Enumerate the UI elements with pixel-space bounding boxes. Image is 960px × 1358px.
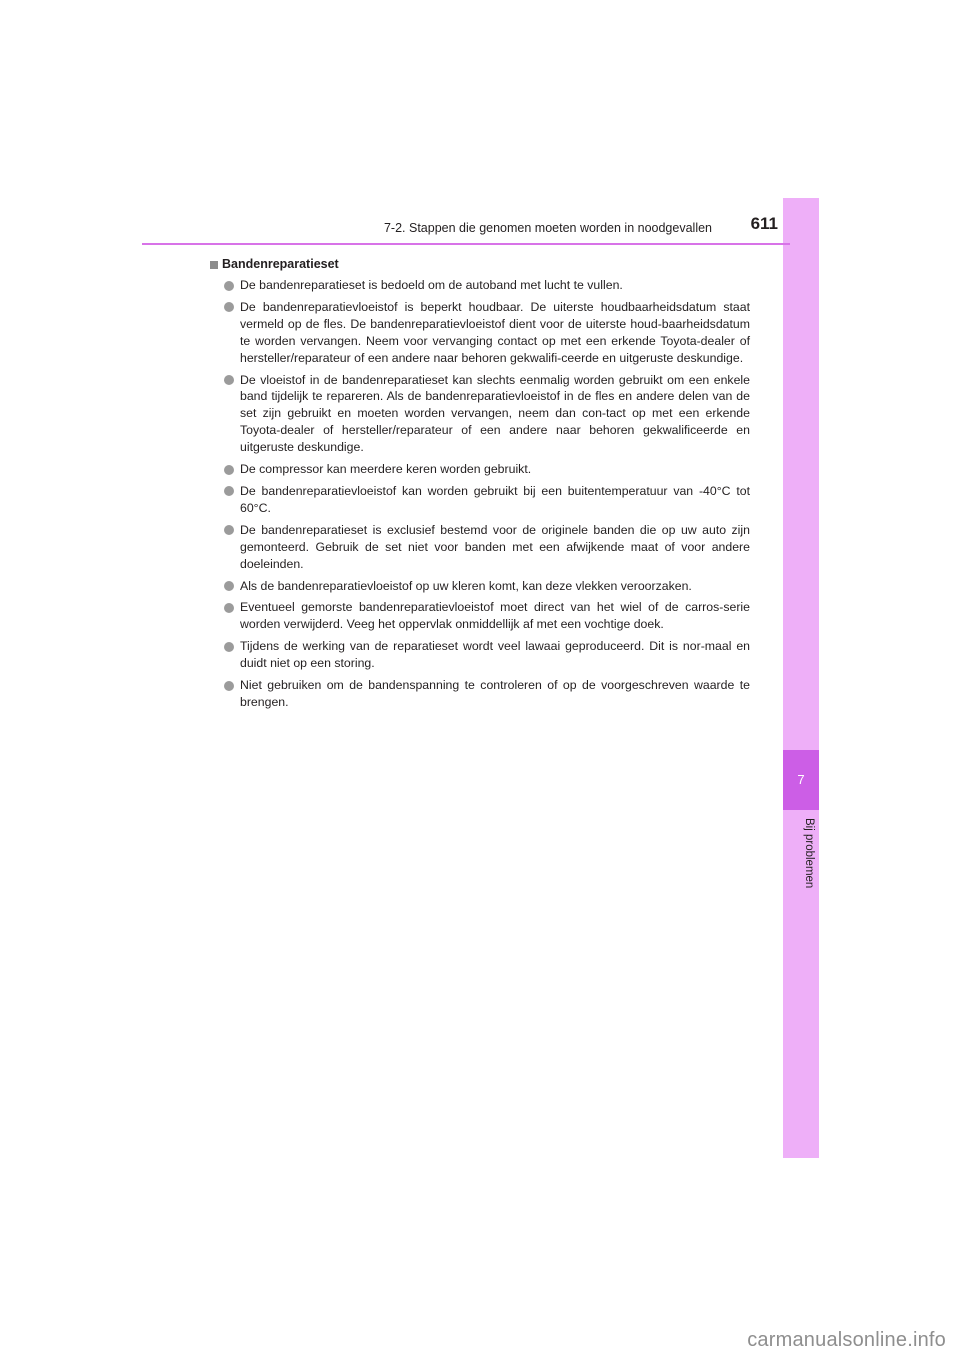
list-item-text: Tijdens de werking van de reparatieset wordt veel lawaai geproduceerd. Dit is nor-maal en duidt niet op een storing. xyxy=(240,639,750,671)
list-item xyxy=(210,677,750,711)
list-item xyxy=(210,522,750,573)
square-bullet-icon xyxy=(210,261,218,269)
section-heading-text: Bandenreparatieset xyxy=(222,257,339,271)
page-number: 611 xyxy=(750,214,778,233)
list-item xyxy=(210,277,750,294)
list-item xyxy=(210,299,750,367)
page-header xyxy=(142,212,790,246)
list-item-text: De bandenreparatievloeistof kan worden gebruikt bij een buitentemperatuur van -40°C tot 60°C. xyxy=(240,483,750,515)
list-item-text: De bandenreparatievloeistof is beperkt houdbaar. De uiterste houdbaarheidsdatum staat vermeld op de fles. De bandenreparatievloeistof dient voor de uiterste houd-baarheidsdatum te worden vervangen. Neem voor vervanging contact op met een erkende Toyota-dealer of hersteller/reparateur of een andere naar behoren gekwalifi-ceerde en uitgeruste deskundige. xyxy=(240,299,750,365)
circle-bullet-icon xyxy=(224,681,234,691)
list-item xyxy=(210,599,750,633)
list-item-text: De compressor kan meerdere keren worden gebruikt. xyxy=(240,462,532,477)
circle-bullet-icon xyxy=(224,375,234,385)
circle-bullet-icon xyxy=(224,281,234,291)
circle-bullet-icon xyxy=(224,603,234,613)
list-item-text: De vloeistof in de bandenreparatieset kan slechts eenmalig worden gebruikt om een enkele band tijdelijk te repareren. Als de bandenreparatievloeistof in de fles en andere delen van de set zijn gebruikt en moeten worden vervangen, neem dan con-tact op met een erkende Toyota-dealer of hersteller/reparateur of een andere naar behoren gekwalificeerde en uitgeruste deskundige. xyxy=(240,372,750,455)
list-item xyxy=(210,483,750,517)
chapter-number: 7 xyxy=(797,772,805,787)
list-item-text: De bandenreparatieset is bedoeld om de autoband met lucht te vullen. xyxy=(240,278,623,292)
list-item-text: Eventueel gemorste bandenreparatievloeistof moet direct van het wiel of de carros-serie worden verwijderd. Veeg het oppervlak onmiddellijk af met een vochtige doek. xyxy=(240,600,750,632)
header-divider xyxy=(142,243,790,245)
list-item-text: De bandenreparatieset is exclusief bestemd voor de originele banden die op uw auto zijn gemonteerd. Gebruik de set niet voor banden met een afwijkende maat of voor andere doeleinden. xyxy=(240,522,750,571)
list-item xyxy=(210,461,750,478)
list-item xyxy=(210,372,750,457)
main-content xyxy=(210,256,750,716)
section-title: 7-2. Stappen die genomen moeten worden in noodgevallen xyxy=(383,221,712,235)
circle-bullet-icon xyxy=(224,642,234,652)
chapter-number-block xyxy=(783,750,819,810)
circle-bullet-icon xyxy=(224,465,234,475)
chapter-side-tab xyxy=(783,198,819,1158)
list-item-text: Als de bandenreparatievloeistof op uw kleren komt, kan deze vlekken veroorzaken. xyxy=(240,578,692,593)
bullet-list xyxy=(210,277,750,711)
circle-bullet-icon xyxy=(224,581,234,591)
chapter-title: Bij problemen xyxy=(803,818,815,889)
section-heading xyxy=(210,256,750,272)
watermark-link[interactable]: carmanualsonline.info xyxy=(747,1329,946,1351)
list-item-text: Niet gebruiken om de bandenspanning te controleren of op de voorgeschreven waarde te brengen. xyxy=(240,678,750,709)
list-item xyxy=(210,638,750,672)
list-item xyxy=(210,578,750,595)
